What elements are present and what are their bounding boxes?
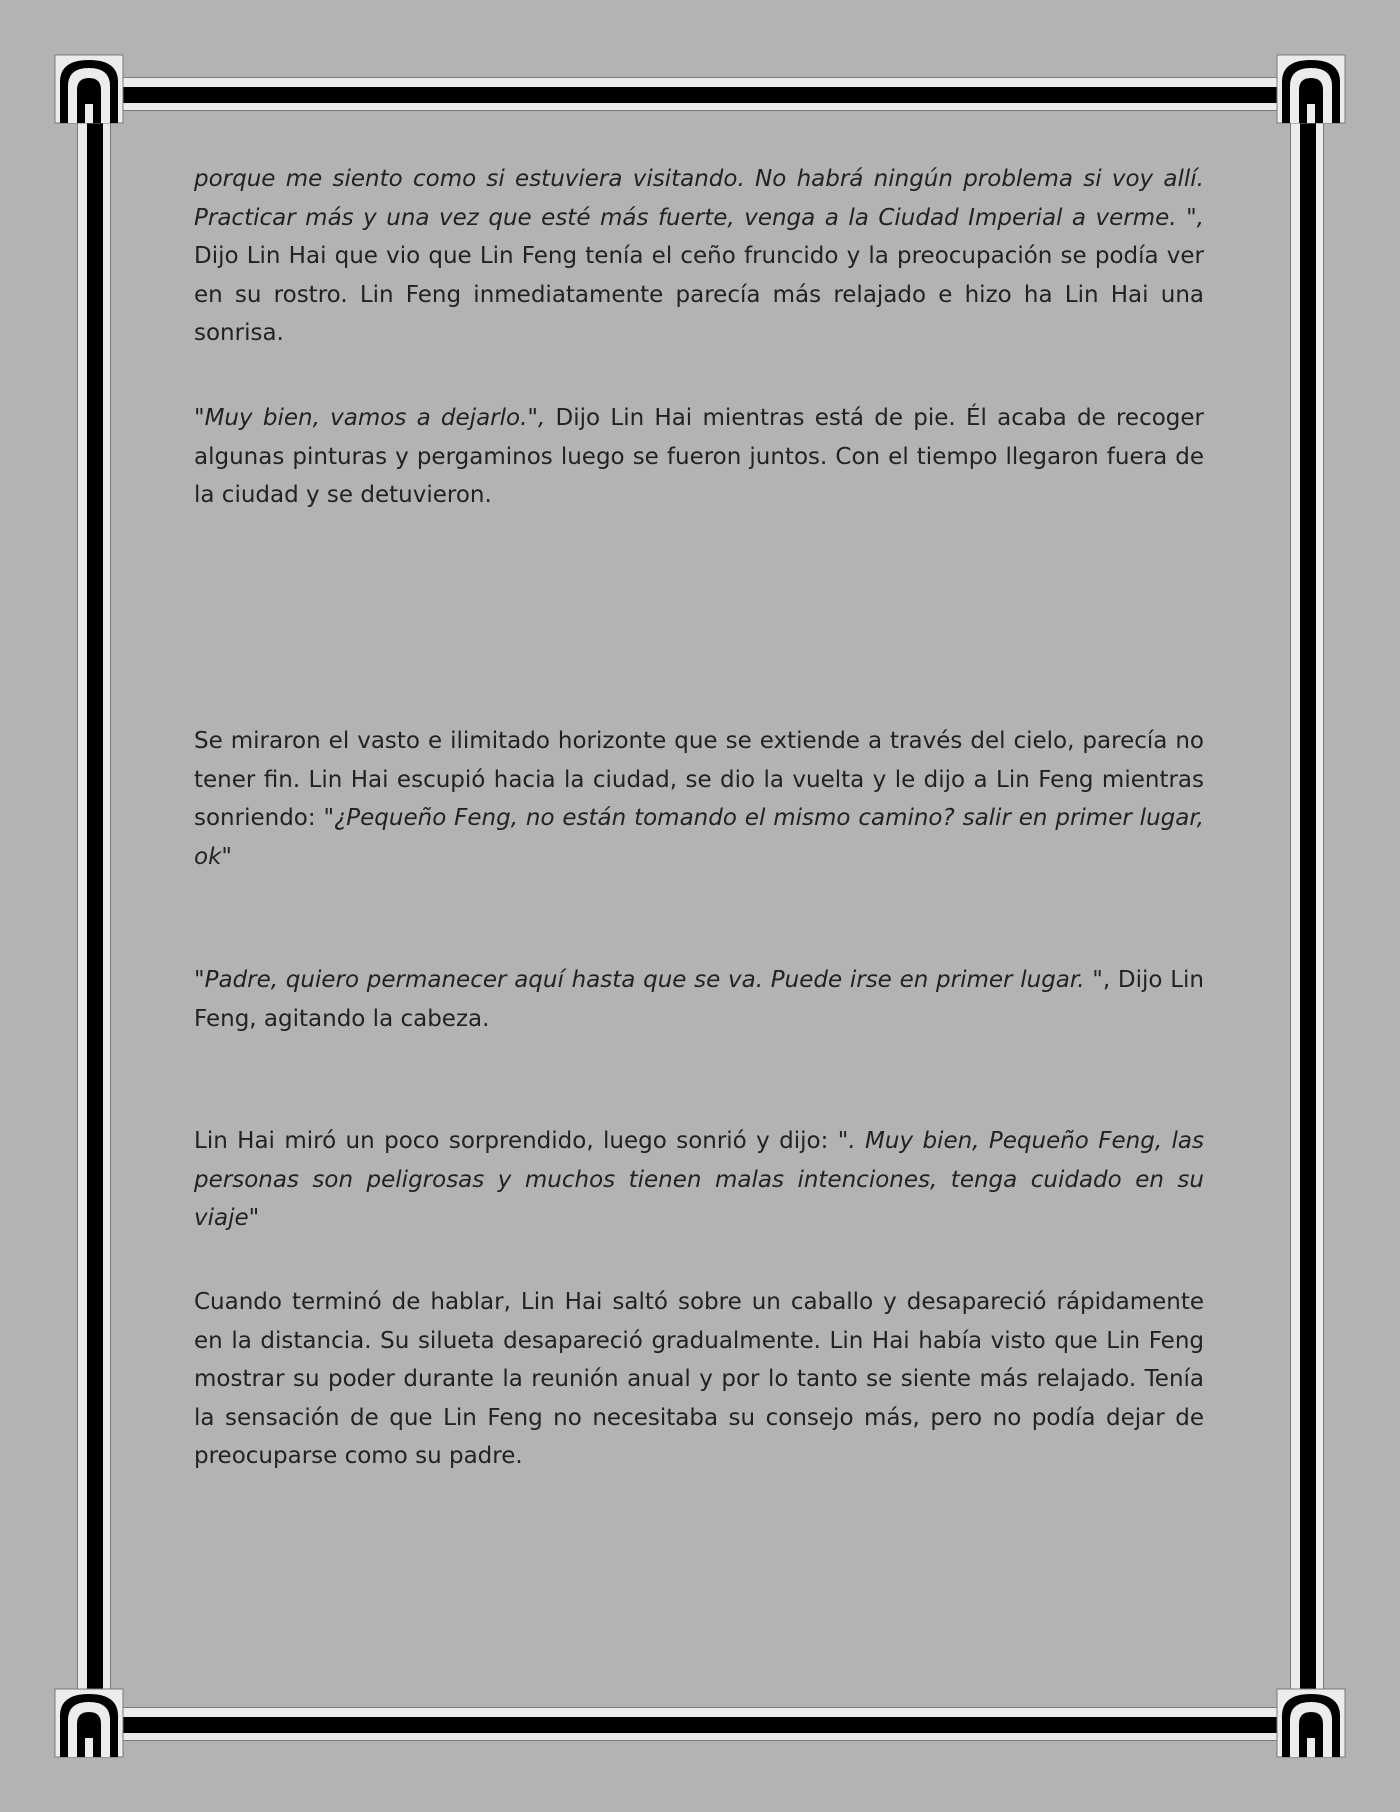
paragraph-2 — [194, 399, 1204, 515]
frame-corner-top-left-icon — [54, 54, 124, 124]
paragraph-3-run-1: Se miraron el vasto e ilimitado horizonte que se extiende a través del cielo, parecía no tener fin. Lin Hai escupió hacia la ciudad, se dio la vuelta y le dijo a Lin Feng mientras sonriendo: — [194, 728, 1204, 832]
frame-left-border — [77, 118, 117, 1694]
paragraph-4-run-1: "Padre, quiero permanecer aquí hasta que se va. Puede irse en primer lugar. " — [194, 967, 1103, 993]
frame-right-border — [1290, 118, 1330, 1694]
paragraph-5-run-2: ". Muy bien, Pequeño Feng, las personas son peligrosas y muchos tienen malas intenciones, tenga cuidado en su viaje" — [194, 1128, 1204, 1232]
paragraph-4-run-2: , Dijo Lin Feng, agitando la cabeza. — [194, 967, 1204, 1032]
paragraph-2-run-2: Dijo Lin Hai mientras está de pie. Él acaba de recoger algunas pinturas y pergaminos luego se fueron juntos. Con el tiempo llegaron fuera de la ciudad y se detuvieron. — [194, 405, 1205, 509]
paragraph-1-run-1: porque me siento como si estuviera visitando. No habrá ningún problema si voy allí. Practicar más y una vez que esté más fuerte, venga a la Ciudad Imperial a verme. ", — [194, 166, 1204, 231]
paragraph-3-run-2: "¿Pequeño Feng, no están tomando el mismo camino? salir en primer lugar, ok" — [194, 805, 1204, 870]
paragraph-2-run-1: "Muy bien, vamos a dejarlo.", — [194, 405, 546, 431]
frame-corner-bottom-left-icon — [54, 1688, 124, 1758]
frame-corner-bottom-right-icon — [1276, 1688, 1346, 1758]
paragraph-5-run-1: Lin Hai miró un poco sorprendido, luego sonrió y dijo: — [194, 1128, 838, 1154]
paragraph-1 — [194, 160, 1204, 353]
paragraph-3 — [194, 722, 1204, 876]
paragraph-6 — [194, 1283, 1204, 1476]
paragraph-5 — [194, 1122, 1204, 1238]
paragraph-6-run-1: Cuando terminó de hablar, Lin Hai saltó sobre un caballo y desapareció rápidamente en la distancia. Su silueta desapareció gradualmente. Lin Hai había visto que Lin Feng mostrar su poder durante la reunión anual y por lo tanto se siente más relajado. Tenía la sensación de que Lin Feng no necesitaba su consejo más, pero no podía dejar de preocuparse como su padre. — [194, 1289, 1204, 1470]
frame-bottom-border — [118, 1707, 1282, 1747]
frame-corner-top-right-icon — [1276, 54, 1346, 124]
frame-top-border — [118, 77, 1282, 117]
paragraph-1-run-2: Dijo Lin Hai que vio que Lin Feng tenía el ceño fruncido y la preocupación se podía ver en su rostro. Lin Feng inmediatamente parecía más relajado e hizo ha Lin Hai una sonrisa. — [194, 243, 1204, 347]
paragraph-4 — [194, 961, 1204, 1038]
